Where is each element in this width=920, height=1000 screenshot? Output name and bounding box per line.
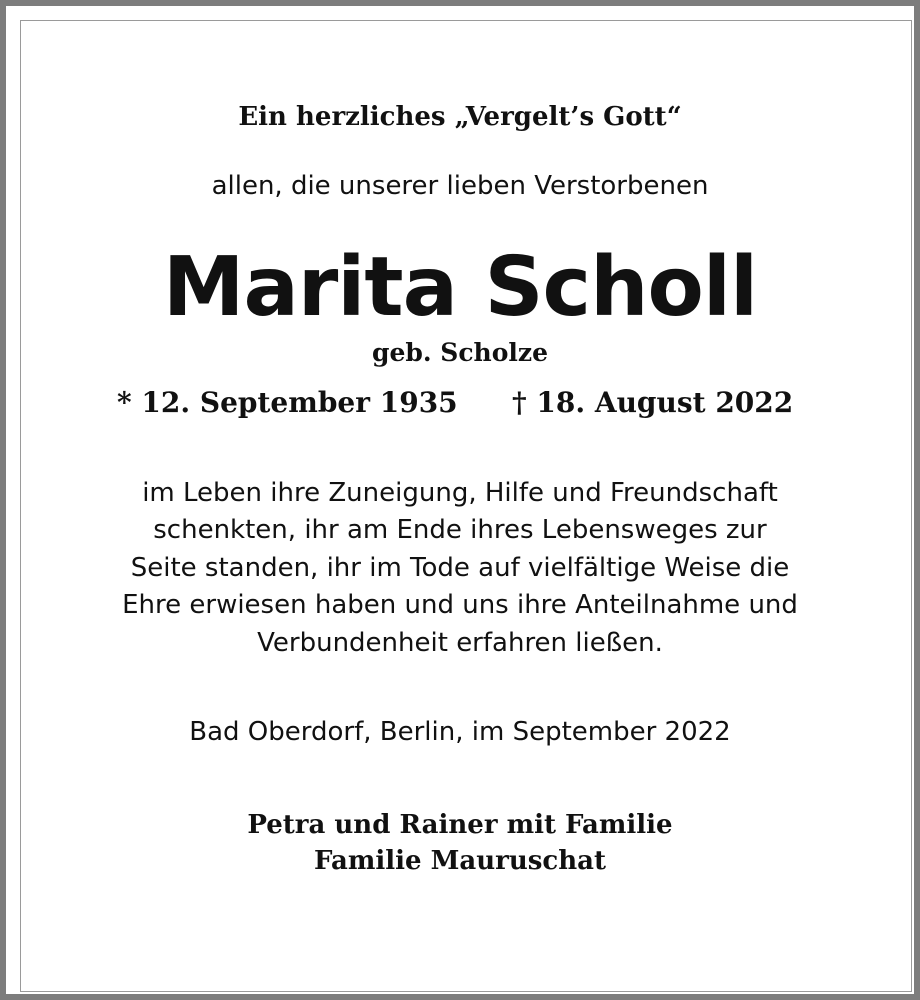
- thanks-heading: Ein herzliches „Vergelt’s Gott“: [238, 102, 682, 132]
- intro-line: allen, die unserer lieben Verstorbenen: [211, 171, 709, 201]
- body-line: schenkten, ihr am Ende ihres Lebensweges zur: [153, 515, 767, 545]
- body-line: im Leben ihre Zuneigung, Hilfe und Freundschaft: [142, 478, 778, 508]
- body-line: Seite standen, ihr im Tode auf vielfältige Weise die: [130, 553, 790, 583]
- maiden-name: geb. Scholze: [371, 338, 548, 367]
- place-date: Bad Oberdorf, Berlin, im September 2022: [189, 717, 731, 747]
- body-line: Verbundenheit erfahren ließen.: [257, 628, 663, 658]
- body-line: Ehre erwiesen haben und uns ihre Anteilnahme und: [122, 590, 798, 620]
- birth-date: * 12. September 1935: [117, 386, 458, 419]
- death-date: † 18. August 2022: [512, 386, 794, 419]
- signature-line: Petra und Rainer mit Familie: [247, 810, 673, 840]
- signature-line: Familie Mauruschat: [314, 846, 606, 876]
- deceased-name: Marita Scholl: [162, 240, 758, 335]
